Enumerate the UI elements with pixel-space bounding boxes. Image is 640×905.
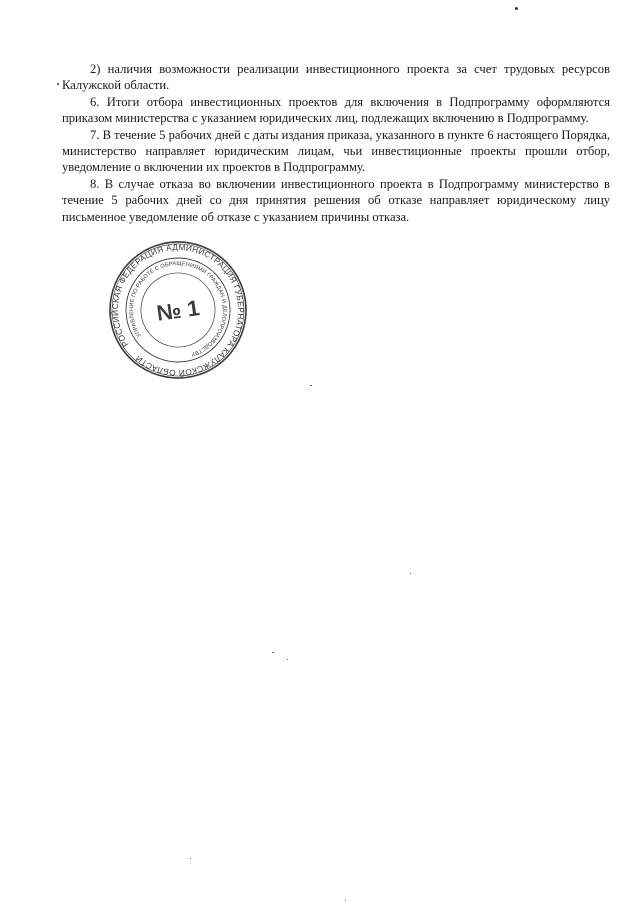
paragraph-8: 8. В случае отказа во включении инвестиционного проекта в Подпрограмму министерство в течение 5 рабочих дней со дня принятия решения об отказе направляет юридическому лицу письменное уведомление об отказе с указанием причины отказа. <box>62 176 610 224</box>
speck-mark <box>345 900 346 901</box>
seal-inner-text: УПРАВЛЕНИЕ ПО РАБОТЕ С ОБРАЩЕНИЯМИ ГРАЖДАН И ДЕЛОПРОИЗВОДСТВУ <box>128 260 228 357</box>
speck-mark <box>190 858 191 859</box>
paragraph-7: 7. В течение 5 рабочих дней с даты издания приказа, указанного в пункте 6 настоящего Порядка, министерство направляет юридическим лицам, чьи инвестиционные проекты прошли отбор, уведомление о включении их проектов в Подпрограмму. <box>62 127 610 175</box>
speck-mark <box>410 573 411 574</box>
speck-mark <box>287 659 288 660</box>
list-item-2: 2) наличия возможности реализации инвестиционного проекта за счет трудовых ресурсов Калужской области. <box>62 62 610 93</box>
seal-number: № 1 <box>155 295 202 326</box>
speck-mark <box>310 385 312 386</box>
paragraph-6: 6. Итоги отбора инвестиционных проектов для включения в Подпрограмму оформляются приказом министерства с указанием юридических лиц, подлежащих включению в Подпрограмму. <box>62 94 610 126</box>
speck-mark <box>515 7 518 10</box>
document-body <box>62 61 610 225</box>
speck-mark <box>272 652 274 653</box>
seal-outer-text: РОССИЙСКАЯ ФЕДЕРАЦИЯ АДМИНИСТРАЦИЯ ГУБЕРНАТОРА КАЛУЖСКОЙ ОБЛАСТИ <box>110 242 246 378</box>
speck-mark <box>57 83 59 85</box>
official-seal-stamp <box>108 240 248 380</box>
